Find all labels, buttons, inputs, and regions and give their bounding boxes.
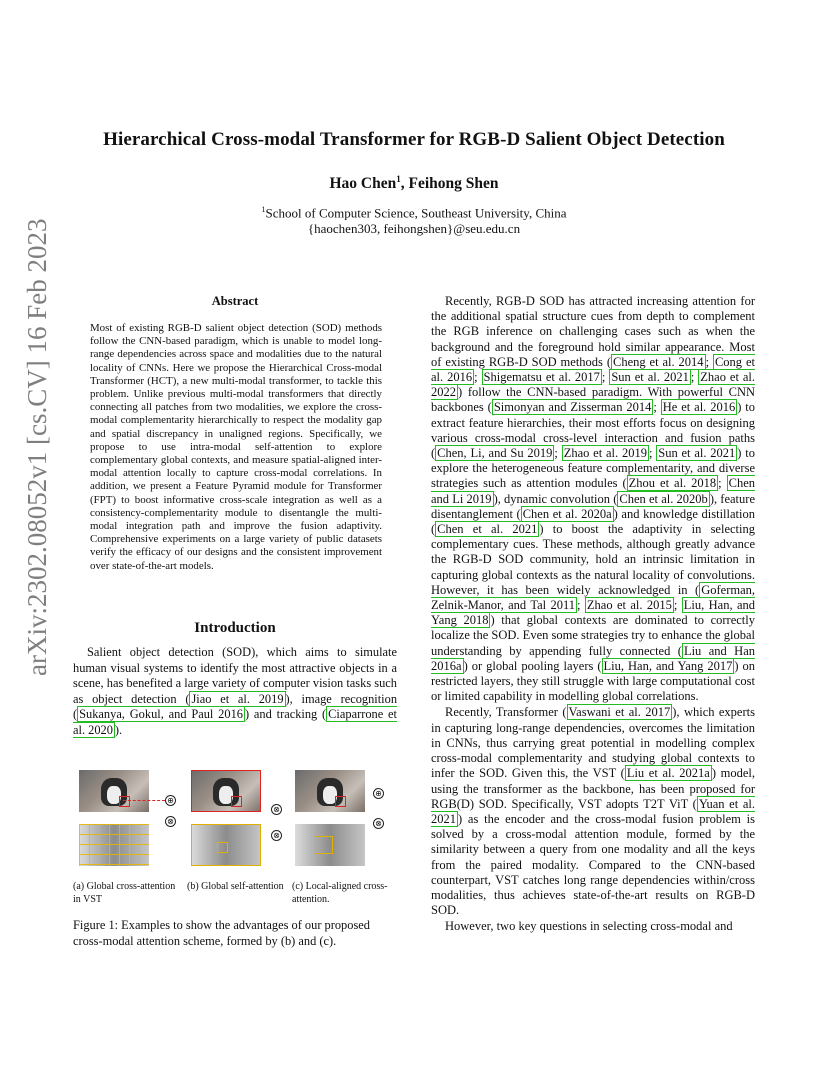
depth-image-b: [191, 824, 261, 866]
add-op-icon: ⊕: [165, 795, 176, 806]
paragraph-text: ) on restricted layers, they still struggle with large computational cost or limited capability in modelling global correlations.: [431, 658, 756, 704]
citation-link[interactable]: Zhao et al. 2015: [586, 598, 672, 613]
citation-link[interactable]: Liu and Han 2016a: [431, 643, 756, 673]
add-op-icon: ⊕: [373, 788, 384, 799]
affiliation-block: [0, 202, 828, 237]
citation-link[interactable]: Sun et al. 2021: [611, 370, 689, 385]
paragraph-text: ) model, using the transformer as the backbone, has been proposed for RGB(D) SOD. Specifically, VST adopts T2T ViT (: [431, 766, 755, 811]
citation-link[interactable]: Liu, Han, and Yang 2017: [603, 658, 733, 673]
right-paragraph-3: However, two key questions in selecting cross-modal and: [445, 919, 733, 934]
right-paragraph-2: [431, 705, 755, 918]
citation-link[interactable]: Chen et al. 2020a: [522, 506, 612, 521]
paragraph-text: ).: [114, 722, 123, 737]
subcaption-b: (b) Global self-attention: [187, 881, 284, 892]
citation-link[interactable]: Chen et al. 2020b: [619, 491, 708, 506]
paragraph-text: ;: [690, 370, 699, 385]
multiply-op-icon: ⊗: [271, 830, 282, 841]
citation-link[interactable]: Sukanya, Gokul, and Paul 2016: [79, 707, 243, 722]
paragraph-text: ) and knowledge distillation (: [431, 506, 755, 537]
introduction-body: [73, 645, 397, 739]
paragraph-text: ) and tracking (: [244, 707, 327, 722]
paragraph-text: ) as the encoder and the cross-modal fusion problem is solved by a cross-modal attention module, formed by the similarity between a query from one modality and all the keys from the paired modality. Compared to the CNN-based counterpart, VST catches long range dependencies within/cross modalities, thus achieves state-of-the-art results on RGB-D SOD.: [431, 811, 755, 918]
citation-link[interactable]: Shigematsu et al. 2017: [483, 370, 600, 385]
rgb-image-a: [79, 770, 149, 812]
right-paragraph-1: [431, 294, 755, 704]
depth-image-a: [79, 824, 149, 866]
paragraph-text: ;: [601, 370, 610, 385]
paragraph-text: ) that global contexts are dominated to correctly localize the SOD. Even some strategies try to enhance the global understanding by appending fully connected (: [431, 613, 756, 658]
citation-link[interactable]: Zhao et al. 2022: [431, 370, 756, 400]
rgb-image-c: [295, 770, 365, 812]
citation-link[interactable]: Liu, Han, and Yang 2018: [431, 598, 755, 628]
citation-link[interactable]: Zhou et al. 2018: [628, 476, 717, 491]
paragraph-text: ) follow the CNN-based paradigm. With powerful CNN backbones (: [431, 385, 755, 415]
paragraph-text: ), feature disentanglement (: [431, 491, 755, 521]
abstract-heading: Abstract: [211, 294, 259, 308]
arxiv-stamp: arXiv:2302.08052v1 [cs.CV] 16 Feb 2023: [22, 218, 52, 676]
paragraph-text: ;: [474, 370, 482, 385]
paragraph-text: ), image recognition (: [73, 691, 398, 722]
paragraph-text: ;: [673, 598, 682, 613]
citation-link[interactable]: Jiao et al. 2019: [191, 691, 284, 706]
paragraph-text: ;: [577, 598, 585, 613]
paragraph-text: ;: [648, 446, 657, 461]
multiply-op-icon: ⊗: [165, 816, 176, 827]
affil-mark: 1: [261, 205, 266, 214]
citation-link[interactable]: Ciaparrone et al. 2020: [73, 707, 397, 737]
paragraph-text: Recently, RGB-D SOD has attracted increasing attention for the additional spatial structure cues from depth to complement the RGB inference on challenging cases such as when the background and the foreground hold similar appearance. Most of existing RGB-D SOD methods (: [431, 294, 755, 369]
introduction-heading: Introduction: [194, 620, 276, 636]
paragraph-text: ) to explore the heterogeneous feature complementarity, and diverse strategies such as attention modules (: [431, 446, 755, 491]
paragraph-text: ) to extract feature hierarchies, their most efforts focus on designing various cross-modal cross-level interaction and fusion paths (: [431, 400, 755, 461]
citation-link[interactable]: Vaswani et al. 2017: [568, 705, 671, 720]
citation-link[interactable]: Sun et al. 2021: [658, 446, 736, 461]
paragraph-text: Recently, Transformer (: [445, 705, 567, 720]
citation-link[interactable]: Cong et al. 2016: [431, 354, 755, 385]
citation-link[interactable]: Yuan et al. 2021: [431, 796, 755, 826]
paragraph-text: Salient object detection (SOD), which aims to simulate human visual systems to identify the most attractive objects in a scene, has benefited a large variety of computer vision tasks such as object detection (: [73, 645, 397, 706]
multiply-op-icon: ⊗: [373, 818, 384, 829]
citation-link[interactable]: Liu et al. 2021a: [626, 766, 710, 781]
citation-link[interactable]: Goferman, Zelnik-Manor, and Tal 2011: [431, 582, 755, 613]
multiply-op-icon: ⊗: [271, 804, 282, 815]
introduction-paragraph: [73, 645, 397, 739]
figure-caption: Figure 1: Examples to show the advantages of our proposed cross-modal attention scheme, formed by (b) and (c).: [73, 918, 370, 948]
paragraph-text: ), dynamic convolution (: [493, 491, 618, 506]
rgb-image-b: [191, 770, 261, 812]
paragraph-text: ;: [554, 446, 562, 461]
paragraph-text: ) or global pooling layers (: [463, 658, 602, 673]
author-1: Hao Chen: [329, 175, 397, 193]
author-2: , Feihong Shen: [400, 175, 499, 193]
paragraph-text: ;: [705, 354, 713, 369]
paragraph-text: ), which experts in capturing long-range dependencies, overcomes the limitation in CNNs, thus carrying great potential in modelling complex cross-modal complementarity and studying global contexts to infer the SOD. Given this, the VST (: [431, 705, 755, 781]
subcaption-a: (a) Global cross-attention in VST: [73, 881, 176, 905]
citation-link[interactable]: He et al. 2016: [662, 400, 736, 415]
depth-image-c: [295, 824, 365, 866]
citation-link[interactable]: Simonyan and Zisserman 2014: [493, 400, 652, 415]
author-1-affil-mark: 1: [396, 174, 401, 184]
paragraph-text: ) to boost the adaptivity in selecting complementary cues. These methods, although greatly advance the RGB-D SOD community, hold an intrinsic limitation in capturing global contexts as the natural locality of convolutions. However, it has been widely acknowledged in (: [431, 522, 755, 597]
paragraph-text: ;: [718, 476, 727, 491]
affiliation: School of Computer Science, Southeast University, China: [265, 205, 567, 221]
subcaption-c: (c) Local-aligned cross-attention.: [292, 881, 388, 905]
email: {haochen303, feihongshen}@seu.edu.cn: [307, 221, 521, 237]
citation-link[interactable]: Chen, Li, and Su 2019: [437, 446, 553, 461]
citation-link[interactable]: Chen and Li 2019: [431, 476, 755, 506]
authors: [0, 174, 828, 193]
paper-title: Hierarchical Cross-modal Transformer for RGB-D Salient Object Detection: [103, 129, 725, 150]
citation-link[interactable]: Zhao et al. 2019: [563, 446, 647, 461]
paragraph-text: ;: [653, 400, 661, 415]
abstract-text: Most of existing RGB-D salient object detection (SOD) methods follow the CNN-based paradigm, which is unable to model long-range dependencies across space and modalities due to the natural locality of CNNs. Here we propose the Hierarchical Cross-modal Transformer (HCT), a new multi-modal transformer, to tackle this problem. Unlike previous multi-modal transformers that directly connecting all patches from two modalities, we explore the cross-modal complementarity hierarchically to respect the modality gap and spatial discrepancy in unaligned regions. Specifically, we propose to use intra-modal self-attention to explore complementary global contexts, and measure spatial-aligned inter-modal attention locally to capture cross-modal correlations. In addition, we present a Feature Pyramid module for Transformer (FPT) to boost informative cross-scale integration as well as a consistency-complementarity module to disentangle the multi-modal integration path and improve the fusion adaptivity. Comprehensive experiments on a large variety of public datasets verify the efficacy of our designs and the consistent improvement over state-of-the-art models.: [90, 322, 382, 572]
right-column: [431, 294, 755, 935]
citation-link[interactable]: Chen et al. 2021: [437, 522, 538, 537]
citation-link[interactable]: Cheng et al. 2014: [613, 354, 704, 369]
